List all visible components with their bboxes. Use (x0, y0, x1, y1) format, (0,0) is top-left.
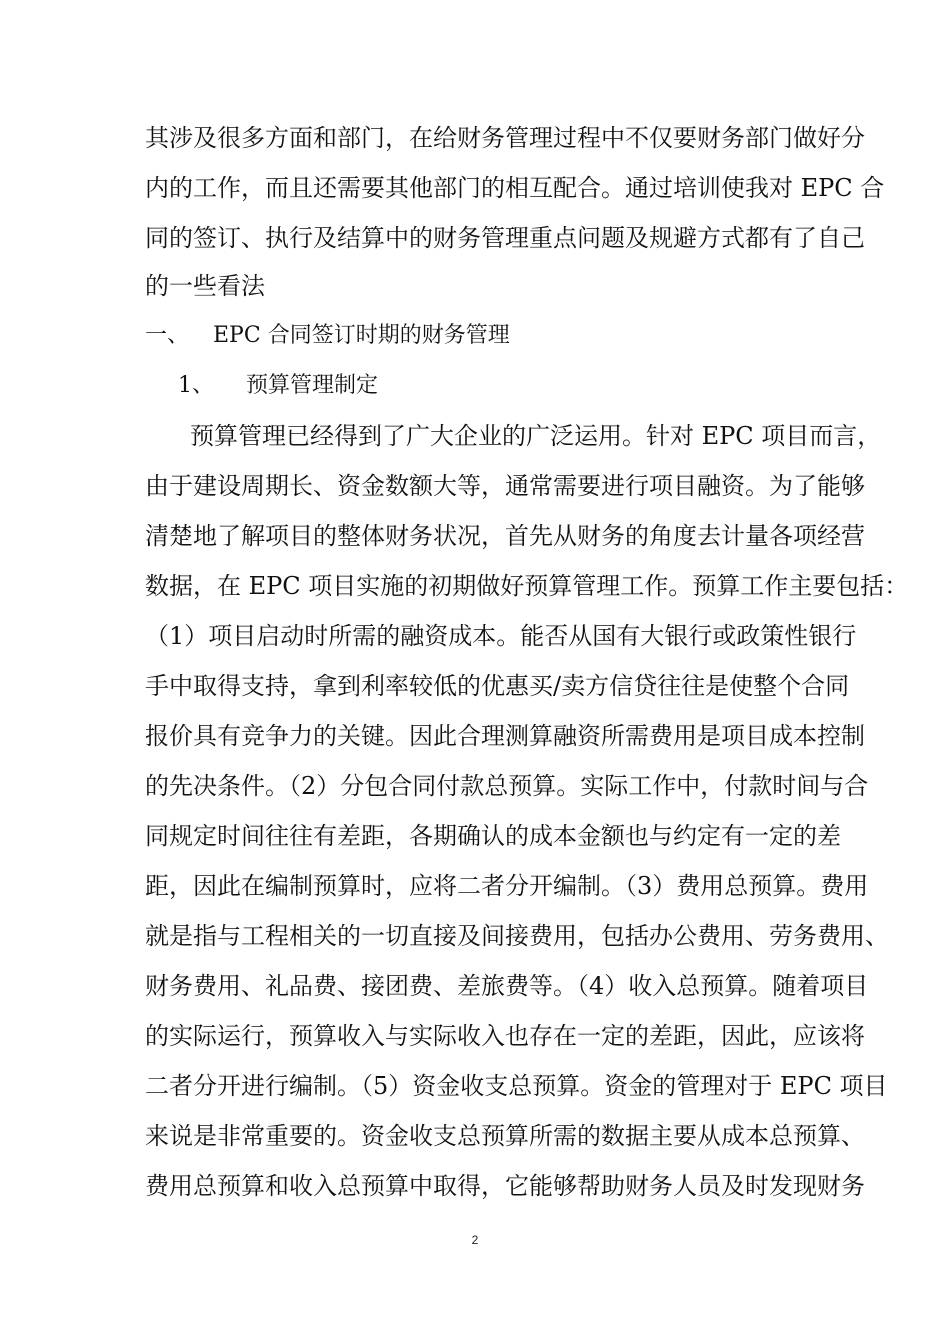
intro-line-3: 同的签订、执行及结算中的财务管理重点问题及规避方式都有了自己 (145, 224, 865, 252)
body-line-12: 财务费用、礼品费、接团费、差旅费等。（4）收入总预算。随着项目 (145, 972, 869, 1000)
body-line-3: 清楚地了解项目的整体财务状况，首先从财务的角度去计量各项经营 (145, 522, 865, 550)
body-line-7: 报价具有竞争力的关键。因此合理测算融资所需费用是项目成本控制 (145, 722, 865, 750)
intro-line-1: 其涉及很多方面和部门，在给财务管理过程中不仅要财务部门做好分 (145, 124, 865, 152)
body-line-6: 手中取得支持，拿到利率较低的优惠买/卖方信贷往往是使整个合同 (145, 672, 850, 700)
intro-line-4: 的一些看法 (145, 272, 265, 300)
body-line-9: 同规定时间往往有差距，各期确认的成本金额也与约定有一定的差 (145, 822, 841, 850)
body-line-8: 的先决条件。（2）分包合同付款总预算。实际工作中，付款时间与合 (145, 772, 869, 800)
intro-line-2: 内的工作，而且还需要其他部门的相互配合。通过培训使我对 EPC 合 (145, 174, 885, 202)
body-line-2: 由于建设周期长、资金数额大等，通常需要进行项目融资。为了能够 (145, 472, 865, 500)
body-line-11: 就是指与工程相关的一切直接及间接费用，包括办公费用、劳务费用、 (145, 922, 889, 950)
section-heading-title: EPC 合同签订时期的财务管理 (213, 323, 510, 348)
subsection-heading-number: 1、 (178, 373, 214, 398)
page-number: 2 (471, 1233, 479, 1247)
subsection-heading-title: 预算管理制定 (246, 373, 379, 398)
body-line-1: 预算管理已经得到了广大企业的广泛运用。针对 EPC 项目而言， (190, 422, 882, 450)
body-line-10: 距，因此在编制预算时，应将二者分开编制。（3）费用总预算。费用 (145, 872, 869, 900)
body-line-14: 二者分开进行编制。（5）资金收支总预算。资金的管理对于 EPC 项目 (145, 1072, 888, 1100)
body-line-4: 数据，在 EPC 项目实施的初期做好预算管理工作。预算工作主要包括： (145, 572, 909, 600)
body-line-5: （1）项目启动时所需的融资成本。能否从国有大银行或政策性银行 (145, 622, 857, 650)
body-line-16: 费用总预算和收入总预算中取得，它能够帮助财务人员及时发现财务 (145, 1172, 865, 1200)
section-heading-number: 一、 (145, 323, 190, 348)
body-line-13: 的实际运行，预算收入与实际收入也存在一定的差距，因此，应该将 (145, 1022, 865, 1050)
body-line-15: 来说是非常重要的。资金收支总预算所需的数据主要从成本总预算、 (145, 1122, 865, 1150)
